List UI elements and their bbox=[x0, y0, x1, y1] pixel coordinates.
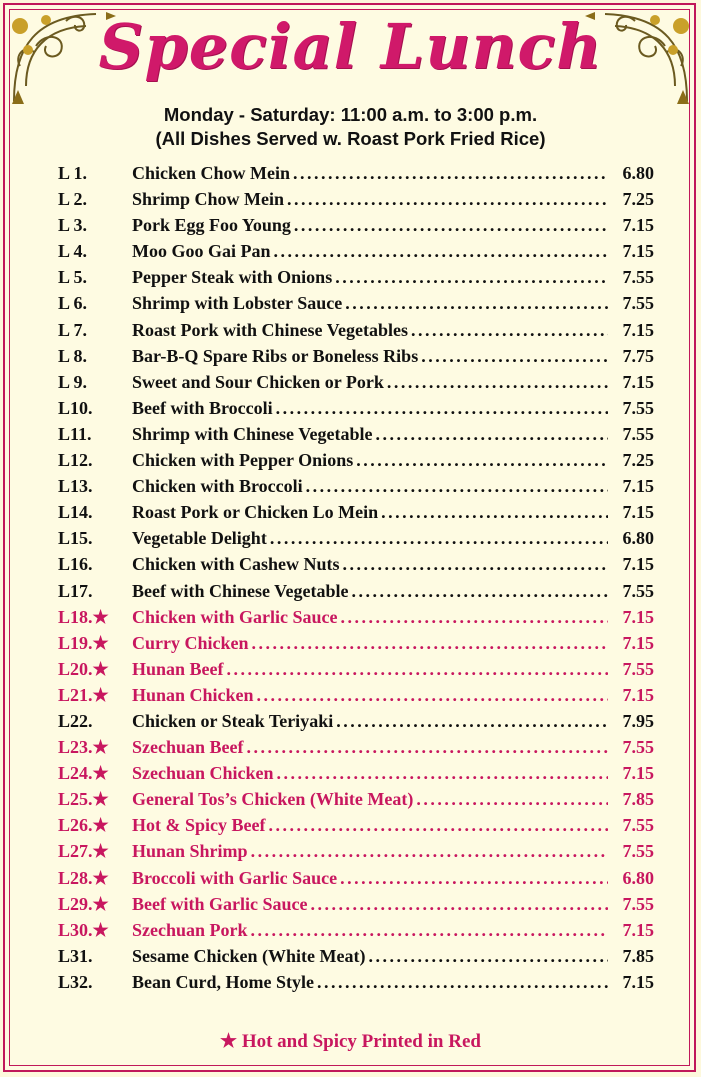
menu-item bbox=[58, 554, 654, 580]
menu-item-code: L15. bbox=[58, 528, 93, 549]
menu-item-code: L16. bbox=[58, 554, 93, 575]
leader-dots bbox=[252, 633, 609, 654]
menu-item-price: 7.55 bbox=[622, 815, 654, 836]
menu-item-code: L22. bbox=[58, 710, 93, 731]
menu-item-name: Hot & Spicy Beef bbox=[132, 815, 266, 836]
leader-dots bbox=[287, 189, 608, 210]
menu-item-name: Beef with Broccoli bbox=[132, 397, 273, 418]
leader-dots bbox=[227, 659, 608, 680]
leader-dots bbox=[411, 320, 608, 341]
menu-item bbox=[58, 189, 654, 215]
menu-item-code: L28.★ bbox=[58, 867, 109, 888]
menu-item-name: Chicken or Steak Teriyaki bbox=[132, 710, 334, 731]
leader-dots bbox=[376, 424, 608, 445]
menu-item-name: Shrimp with Chinese Vegetable bbox=[132, 423, 373, 444]
menu-item-price: 7.15 bbox=[622, 763, 654, 784]
menu-item-code: L23.★ bbox=[58, 737, 109, 758]
lunch-hours: Monday - Saturday: 11:00 a.m. to 3:00 p.m. bbox=[163, 104, 538, 125]
menu-item-code: L11. bbox=[58, 423, 92, 444]
leader-dots bbox=[257, 685, 608, 706]
leader-dots bbox=[306, 476, 608, 497]
leader-dots bbox=[294, 215, 608, 236]
menu-item bbox=[58, 659, 654, 685]
menu-item-price: 6.80 bbox=[622, 867, 654, 888]
leader-dots bbox=[293, 163, 608, 184]
leader-dots bbox=[387, 372, 608, 393]
menu-item-price: 6.80 bbox=[622, 163, 654, 183]
menu-item-code: L25.★ bbox=[58, 789, 109, 810]
spicy-legend: ★ Hot and Spicy Printed in Red bbox=[220, 1031, 481, 1052]
menu-item-code: L31. bbox=[58, 945, 93, 966]
leader-dots bbox=[247, 737, 609, 758]
menu-item-name: Sesame Chicken (White Meat) bbox=[132, 945, 366, 966]
leader-dots bbox=[416, 789, 608, 810]
menu-item bbox=[58, 868, 654, 894]
menu-item bbox=[58, 476, 654, 502]
leader-dots bbox=[356, 450, 608, 471]
leader-dots bbox=[343, 554, 608, 575]
menu-item-price: 7.15 bbox=[622, 919, 654, 940]
menu-item-price: 7.55 bbox=[622, 423, 654, 444]
menu-item bbox=[58, 163, 654, 189]
menu-item-code: L26.★ bbox=[58, 815, 109, 836]
menu-item-name: Shrimp with Lobster Sauce bbox=[132, 293, 343, 314]
menu-title: Special Lunch bbox=[98, 10, 603, 83]
menu-item-name: Roast Pork or Chicken Lo Mein bbox=[132, 502, 379, 523]
leader-dots bbox=[340, 868, 608, 889]
menu-item-code: L19.★ bbox=[58, 632, 109, 653]
menu-item bbox=[58, 763, 654, 789]
menu-item-code: L 7. bbox=[58, 319, 88, 340]
leader-dots bbox=[345, 293, 608, 314]
menu-item-price: 7.55 bbox=[622, 580, 654, 601]
menu-item bbox=[58, 398, 654, 424]
menu-item-price: 7.55 bbox=[622, 267, 654, 288]
menu-item bbox=[58, 894, 654, 920]
menu-item-name: Chicken with Cashew Nuts bbox=[132, 554, 340, 575]
menu-item-price: 7.15 bbox=[622, 684, 654, 705]
menu-item-price: 7.85 bbox=[622, 789, 654, 810]
leader-dots bbox=[368, 946, 608, 967]
menu-item bbox=[58, 372, 654, 398]
menu-item-price: 7.15 bbox=[622, 319, 654, 340]
menu-item-name: Beef with Garlic Sauce bbox=[132, 893, 308, 914]
menu-item bbox=[58, 528, 654, 554]
menu-item bbox=[58, 841, 654, 867]
menu-item bbox=[58, 920, 654, 946]
menu-item-code: L17. bbox=[58, 580, 93, 601]
leader-dots bbox=[268, 815, 608, 836]
menu-item-name: Hunan Shrimp bbox=[132, 841, 248, 862]
menu-item-price: 7.15 bbox=[622, 971, 654, 992]
menu-item-code: L 2. bbox=[58, 189, 88, 210]
menu-item-name: Shrimp Chow Mein bbox=[132, 189, 285, 210]
menu-item-price: 7.15 bbox=[622, 554, 654, 575]
menu-item-code: L32. bbox=[58, 971, 93, 992]
leader-dots bbox=[317, 972, 608, 993]
menu-item-code: L13. bbox=[58, 476, 93, 497]
menu-item bbox=[58, 737, 654, 763]
menu-item bbox=[58, 815, 654, 841]
menu-item bbox=[58, 789, 654, 815]
menu-item-name: Hunan Chicken bbox=[132, 684, 254, 705]
menu-item bbox=[58, 685, 654, 711]
menu-item-code: L24.★ bbox=[58, 763, 109, 784]
menu-item-code: L 1. bbox=[58, 163, 88, 183]
leader-dots bbox=[310, 894, 608, 915]
menu-item-code: L 8. bbox=[58, 345, 88, 366]
menu-item bbox=[58, 215, 654, 241]
menu-item-code: L14. bbox=[58, 502, 93, 523]
menu-item-name: Broccoli with Garlic Sauce bbox=[132, 867, 338, 888]
menu-item-price: 7.55 bbox=[622, 397, 654, 418]
menu-list bbox=[58, 163, 654, 998]
menu-item-price: 7.15 bbox=[622, 241, 654, 262]
menu-item bbox=[58, 581, 654, 607]
menu-item bbox=[58, 424, 654, 450]
menu-item-name: Szechuan Beef bbox=[132, 737, 244, 758]
menu-item-name: Beef with Chinese Vegetable bbox=[132, 580, 349, 601]
menu-item-price: 7.95 bbox=[622, 710, 654, 731]
menu-item-name: Pork Egg Foo Young bbox=[132, 215, 291, 236]
menu-item-price: 7.55 bbox=[622, 737, 654, 758]
menu-item bbox=[58, 633, 654, 659]
menu-item-name: Chicken with Pepper Onions bbox=[132, 450, 354, 471]
menu-item-name: Chicken with Broccoli bbox=[132, 476, 303, 497]
menu-item-price: 7.55 bbox=[622, 893, 654, 914]
served-with-note: (All Dishes Served w. Roast Pork Fried Rice) bbox=[155, 128, 546, 149]
menu-item-code: L 9. bbox=[58, 371, 88, 392]
menu-item-price: 7.55 bbox=[622, 841, 654, 862]
menu-item-code: L 6. bbox=[58, 293, 88, 314]
menu-item-price: 7.55 bbox=[622, 658, 654, 679]
menu-item-code: L18.★ bbox=[58, 606, 109, 627]
leader-dots bbox=[341, 607, 609, 628]
menu-item-name: Roast Pork with Chinese Vegetables bbox=[132, 319, 409, 340]
menu-item-name: Pepper Steak with Onions bbox=[132, 267, 333, 288]
menu-item-code: L30.★ bbox=[58, 919, 109, 940]
leader-dots bbox=[277, 763, 608, 784]
menu-item-name: Hunan Beef bbox=[132, 658, 224, 679]
menu-item-code: L21.★ bbox=[58, 684, 109, 705]
menu-item-price: 7.15 bbox=[622, 371, 654, 392]
menu-item bbox=[58, 267, 654, 293]
menu-item-code: L29.★ bbox=[58, 893, 109, 914]
menu-item-code: L20.★ bbox=[58, 658, 109, 679]
menu-item-price: 7.15 bbox=[622, 502, 654, 523]
leader-dots bbox=[251, 841, 608, 862]
menu-item-code: L27.★ bbox=[58, 841, 109, 862]
menu-item-code: L 3. bbox=[58, 215, 88, 236]
menu-item-name: Moo Goo Gai Pan bbox=[132, 241, 271, 262]
leader-dots bbox=[381, 502, 608, 523]
menu-item-code: L 4. bbox=[58, 241, 88, 262]
menu-item-price: 7.55 bbox=[622, 293, 654, 314]
leader-dots bbox=[335, 267, 608, 288]
menu-item-name: Chicken Chow Mein bbox=[132, 163, 291, 183]
leader-dots bbox=[270, 528, 608, 549]
menu-item-name: Szechuan Chicken bbox=[132, 763, 274, 784]
menu-item-name: Vegetable Delight bbox=[132, 528, 267, 549]
menu-item-name: Sweet and Sour Chicken or Pork bbox=[132, 371, 384, 392]
menu-item-code: L10. bbox=[58, 397, 93, 418]
menu-item-code: L 5. bbox=[58, 267, 88, 288]
menu-item bbox=[58, 711, 654, 737]
menu-item-price: 7.85 bbox=[622, 945, 654, 966]
menu-item-price: 7.15 bbox=[622, 632, 654, 653]
menu-item bbox=[58, 946, 654, 972]
menu-item-price: 6.80 bbox=[622, 528, 654, 549]
menu-item-price: 7.25 bbox=[622, 450, 654, 471]
leader-dots bbox=[251, 920, 608, 941]
menu-item bbox=[58, 293, 654, 319]
menu-item-price: 7.15 bbox=[622, 606, 654, 627]
menu-item-name: Bean Curd, Home Style bbox=[132, 971, 314, 992]
menu-item-code: L12. bbox=[58, 450, 93, 471]
menu-item bbox=[58, 241, 654, 267]
menu-item bbox=[58, 972, 654, 998]
menu-item bbox=[58, 320, 654, 346]
menu-item bbox=[58, 607, 654, 633]
leader-dots bbox=[276, 398, 608, 419]
leader-dots bbox=[274, 241, 609, 262]
leader-dots bbox=[351, 581, 608, 602]
menu-item bbox=[58, 502, 654, 528]
menu-item-name: Bar-B-Q Spare Ribs or Boneless Ribs bbox=[132, 345, 419, 366]
menu-item-price: 7.75 bbox=[622, 345, 654, 366]
menu-item bbox=[58, 450, 654, 476]
menu-item-name: Szechuan Pork bbox=[132, 919, 248, 940]
menu-item-name: General Tos’s Chicken (White Meat) bbox=[132, 789, 414, 810]
menu-item-price: 7.15 bbox=[622, 476, 654, 497]
menu-item-price: 7.25 bbox=[622, 189, 654, 210]
menu-item bbox=[58, 346, 654, 372]
menu-item-name: Curry Chicken bbox=[132, 632, 249, 653]
leader-dots bbox=[336, 711, 608, 732]
menu-item-name: Chicken with Garlic Sauce bbox=[132, 606, 338, 627]
menu-item-price: 7.15 bbox=[622, 215, 654, 236]
leader-dots bbox=[421, 346, 608, 367]
